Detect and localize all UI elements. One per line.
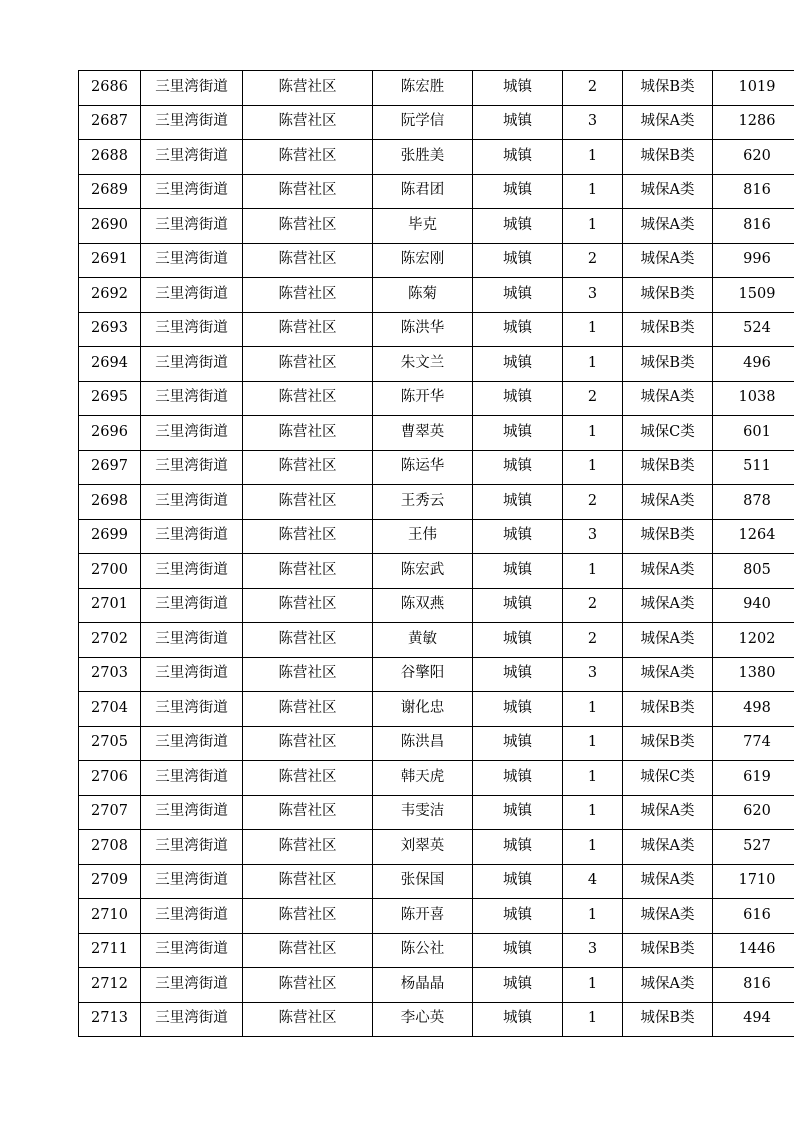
cell-id: 2695 bbox=[79, 381, 141, 416]
cell-name: 陈宏胜 bbox=[373, 71, 473, 106]
cell-street: 三里湾街道 bbox=[141, 588, 243, 623]
cell-count: 1 bbox=[563, 416, 623, 451]
cell-count: 2 bbox=[563, 623, 623, 658]
cell-category: 城保A类 bbox=[623, 588, 713, 623]
cell-id: 2702 bbox=[79, 623, 141, 658]
cell-id: 2700 bbox=[79, 554, 141, 589]
cell-category: 城保A类 bbox=[623, 209, 713, 244]
cell-name: 陈运华 bbox=[373, 450, 473, 485]
cell-count: 2 bbox=[563, 588, 623, 623]
cell-community: 陈营社区 bbox=[243, 278, 373, 313]
cell-street: 三里湾街道 bbox=[141, 554, 243, 589]
cell-name: 王伟 bbox=[373, 519, 473, 554]
cell-name: 朱文兰 bbox=[373, 347, 473, 382]
cell-name: 陈宏刚 bbox=[373, 243, 473, 278]
cell-street: 三里湾街道 bbox=[141, 278, 243, 313]
cell-id: 2701 bbox=[79, 588, 141, 623]
cell-category: 城保B类 bbox=[623, 278, 713, 313]
cell-id: 2709 bbox=[79, 864, 141, 899]
cell-street: 三里湾街道 bbox=[141, 795, 243, 830]
table-row bbox=[79, 554, 794, 589]
cell-street: 三里湾街道 bbox=[141, 140, 243, 175]
cell-type: 城镇 bbox=[473, 554, 563, 589]
cell-type: 城镇 bbox=[473, 761, 563, 796]
cell-community: 陈营社区 bbox=[243, 692, 373, 727]
cell-count: 1 bbox=[563, 312, 623, 347]
cell-street: 三里湾街道 bbox=[141, 761, 243, 796]
cell-count: 2 bbox=[563, 381, 623, 416]
cell-type: 城镇 bbox=[473, 278, 563, 313]
cell-amount: 940 bbox=[713, 588, 794, 623]
cell-street: 三里湾街道 bbox=[141, 243, 243, 278]
cell-id: 2706 bbox=[79, 761, 141, 796]
cell-category: 城保A类 bbox=[623, 657, 713, 692]
cell-name: 陈开喜 bbox=[373, 899, 473, 934]
cell-id: 2712 bbox=[79, 968, 141, 1003]
cell-type: 城镇 bbox=[473, 795, 563, 830]
table-row bbox=[79, 726, 794, 761]
cell-community: 陈营社区 bbox=[243, 933, 373, 968]
cell-amount: 494 bbox=[713, 1002, 794, 1037]
cell-name: 李心英 bbox=[373, 1002, 473, 1037]
cell-amount: 511 bbox=[713, 450, 794, 485]
cell-street: 三里湾街道 bbox=[141, 864, 243, 899]
cell-type: 城镇 bbox=[473, 899, 563, 934]
cell-count: 3 bbox=[563, 933, 623, 968]
cell-community: 陈营社区 bbox=[243, 312, 373, 347]
cell-community: 陈营社区 bbox=[243, 726, 373, 761]
cell-count: 1 bbox=[563, 726, 623, 761]
cell-count: 1 bbox=[563, 830, 623, 865]
cell-amount: 620 bbox=[713, 795, 794, 830]
cell-street: 三里湾街道 bbox=[141, 347, 243, 382]
table-row bbox=[79, 761, 794, 796]
cell-name: 陈公社 bbox=[373, 933, 473, 968]
table-row bbox=[79, 933, 794, 968]
cell-count: 4 bbox=[563, 864, 623, 899]
cell-community: 陈营社区 bbox=[243, 968, 373, 1003]
cell-category: 城保C类 bbox=[623, 761, 713, 796]
cell-street: 三里湾街道 bbox=[141, 623, 243, 658]
cell-category: 城保A类 bbox=[623, 105, 713, 140]
cell-community: 陈营社区 bbox=[243, 795, 373, 830]
cell-amount: 816 bbox=[713, 968, 794, 1003]
cell-type: 城镇 bbox=[473, 968, 563, 1003]
cell-amount: 601 bbox=[713, 416, 794, 451]
cell-name: 陈洪昌 bbox=[373, 726, 473, 761]
cell-street: 三里湾街道 bbox=[141, 519, 243, 554]
cell-name: 黄敏 bbox=[373, 623, 473, 658]
cell-name: 毕克 bbox=[373, 209, 473, 244]
cell-type: 城镇 bbox=[473, 830, 563, 865]
cell-id: 2687 bbox=[79, 105, 141, 140]
cell-id: 2689 bbox=[79, 174, 141, 209]
cell-amount: 1019 bbox=[713, 71, 794, 106]
cell-type: 城镇 bbox=[473, 519, 563, 554]
cell-count: 2 bbox=[563, 243, 623, 278]
cell-amount: 774 bbox=[713, 726, 794, 761]
cell-id: 2691 bbox=[79, 243, 141, 278]
cell-count: 1 bbox=[563, 554, 623, 589]
cell-community: 陈营社区 bbox=[243, 899, 373, 934]
cell-type: 城镇 bbox=[473, 933, 563, 968]
cell-community: 陈营社区 bbox=[243, 588, 373, 623]
table-row bbox=[79, 588, 794, 623]
cell-id: 2693 bbox=[79, 312, 141, 347]
cell-street: 三里湾街道 bbox=[141, 485, 243, 520]
cell-id: 2711 bbox=[79, 933, 141, 968]
table-row bbox=[79, 312, 794, 347]
cell-category: 城保A类 bbox=[623, 795, 713, 830]
cell-id: 2713 bbox=[79, 1002, 141, 1037]
cell-id: 2698 bbox=[79, 485, 141, 520]
cell-amount: 996 bbox=[713, 243, 794, 278]
cell-community: 陈营社区 bbox=[243, 623, 373, 658]
cell-amount: 878 bbox=[713, 485, 794, 520]
cell-street: 三里湾街道 bbox=[141, 71, 243, 106]
cell-street: 三里湾街道 bbox=[141, 657, 243, 692]
table-row bbox=[79, 485, 794, 520]
cell-amount: 1286 bbox=[713, 105, 794, 140]
cell-category: 城保B类 bbox=[623, 726, 713, 761]
cell-street: 三里湾街道 bbox=[141, 899, 243, 934]
cell-type: 城镇 bbox=[473, 174, 563, 209]
cell-id: 2696 bbox=[79, 416, 141, 451]
table-row bbox=[79, 174, 794, 209]
cell-community: 陈营社区 bbox=[243, 347, 373, 382]
cell-id: 2703 bbox=[79, 657, 141, 692]
table-body bbox=[79, 71, 794, 1037]
table-row bbox=[79, 416, 794, 451]
table-row bbox=[79, 864, 794, 899]
cell-name: 杨晶晶 bbox=[373, 968, 473, 1003]
cell-count: 1 bbox=[563, 692, 623, 727]
cell-count: 3 bbox=[563, 657, 623, 692]
cell-category: 城保A类 bbox=[623, 830, 713, 865]
cell-type: 城镇 bbox=[473, 209, 563, 244]
cell-category: 城保A类 bbox=[623, 623, 713, 658]
cell-name: 韦雯洁 bbox=[373, 795, 473, 830]
cell-type: 城镇 bbox=[473, 588, 563, 623]
table-row bbox=[79, 278, 794, 313]
cell-type: 城镇 bbox=[473, 657, 563, 692]
cell-id: 2710 bbox=[79, 899, 141, 934]
cell-count: 3 bbox=[563, 519, 623, 554]
cell-street: 三里湾街道 bbox=[141, 830, 243, 865]
cell-street: 三里湾街道 bbox=[141, 312, 243, 347]
table-row bbox=[79, 692, 794, 727]
cell-community: 陈营社区 bbox=[243, 140, 373, 175]
cell-name: 谷擎阳 bbox=[373, 657, 473, 692]
cell-category: 城保B类 bbox=[623, 312, 713, 347]
cell-category: 城保B类 bbox=[623, 933, 713, 968]
cell-community: 陈营社区 bbox=[243, 864, 373, 899]
cell-amount: 1509 bbox=[713, 278, 794, 313]
cell-id: 2694 bbox=[79, 347, 141, 382]
cell-street: 三里湾街道 bbox=[141, 450, 243, 485]
cell-count: 1 bbox=[563, 140, 623, 175]
table-row bbox=[79, 140, 794, 175]
table-row bbox=[79, 209, 794, 244]
cell-category: 城保B类 bbox=[623, 692, 713, 727]
cell-type: 城镇 bbox=[473, 726, 563, 761]
cell-category: 城保B类 bbox=[623, 519, 713, 554]
cell-street: 三里湾街道 bbox=[141, 209, 243, 244]
table-row bbox=[79, 830, 794, 865]
cell-street: 三里湾街道 bbox=[141, 105, 243, 140]
cell-name: 张胜美 bbox=[373, 140, 473, 175]
cell-community: 陈营社区 bbox=[243, 761, 373, 796]
cell-category: 城保A类 bbox=[623, 864, 713, 899]
cell-count: 3 bbox=[563, 278, 623, 313]
cell-type: 城镇 bbox=[473, 381, 563, 416]
cell-category: 城保B类 bbox=[623, 71, 713, 106]
cell-id: 2686 bbox=[79, 71, 141, 106]
cell-name: 陈双燕 bbox=[373, 588, 473, 623]
cell-name: 陈开华 bbox=[373, 381, 473, 416]
cell-count: 2 bbox=[563, 485, 623, 520]
cell-type: 城镇 bbox=[473, 312, 563, 347]
cell-community: 陈营社区 bbox=[243, 519, 373, 554]
cell-amount: 527 bbox=[713, 830, 794, 865]
table-row bbox=[79, 623, 794, 658]
cell-id: 2690 bbox=[79, 209, 141, 244]
cell-type: 城镇 bbox=[473, 105, 563, 140]
cell-name: 张保国 bbox=[373, 864, 473, 899]
cell-community: 陈营社区 bbox=[243, 830, 373, 865]
cell-type: 城镇 bbox=[473, 692, 563, 727]
cell-id: 2699 bbox=[79, 519, 141, 554]
table-row bbox=[79, 243, 794, 278]
cell-community: 陈营社区 bbox=[243, 450, 373, 485]
cell-amount: 816 bbox=[713, 209, 794, 244]
cell-id: 2697 bbox=[79, 450, 141, 485]
cell-count: 1 bbox=[563, 795, 623, 830]
cell-name: 刘翠英 bbox=[373, 830, 473, 865]
cell-category: 城保A类 bbox=[623, 899, 713, 934]
cell-count: 1 bbox=[563, 968, 623, 1003]
cell-amount: 620 bbox=[713, 140, 794, 175]
cell-id: 2688 bbox=[79, 140, 141, 175]
cell-id: 2704 bbox=[79, 692, 141, 727]
cell-amount: 805 bbox=[713, 554, 794, 589]
cell-type: 城镇 bbox=[473, 623, 563, 658]
cell-community: 陈营社区 bbox=[243, 485, 373, 520]
cell-count: 1 bbox=[563, 174, 623, 209]
cell-amount: 498 bbox=[713, 692, 794, 727]
table-row bbox=[79, 968, 794, 1003]
cell-name: 韩天虎 bbox=[373, 761, 473, 796]
table-row bbox=[79, 795, 794, 830]
cell-amount: 496 bbox=[713, 347, 794, 382]
cell-amount: 1202 bbox=[713, 623, 794, 658]
cell-amount: 1380 bbox=[713, 657, 794, 692]
cell-community: 陈营社区 bbox=[243, 554, 373, 589]
cell-name: 曹翠英 bbox=[373, 416, 473, 451]
cell-type: 城镇 bbox=[473, 450, 563, 485]
cell-street: 三里湾街道 bbox=[141, 692, 243, 727]
cell-id: 2705 bbox=[79, 726, 141, 761]
cell-amount: 1264 bbox=[713, 519, 794, 554]
cell-community: 陈营社区 bbox=[243, 243, 373, 278]
cell-id: 2692 bbox=[79, 278, 141, 313]
cell-community: 陈营社区 bbox=[243, 416, 373, 451]
cell-community: 陈营社区 bbox=[243, 657, 373, 692]
cell-id: 2707 bbox=[79, 795, 141, 830]
cell-amount: 619 bbox=[713, 761, 794, 796]
cell-community: 陈营社区 bbox=[243, 1002, 373, 1037]
table-row bbox=[79, 381, 794, 416]
cell-count: 2 bbox=[563, 71, 623, 106]
cell-street: 三里湾街道 bbox=[141, 1002, 243, 1037]
cell-amount: 616 bbox=[713, 899, 794, 934]
cell-category: 城保A类 bbox=[623, 968, 713, 1003]
cell-type: 城镇 bbox=[473, 864, 563, 899]
table-row bbox=[79, 899, 794, 934]
table-row bbox=[79, 519, 794, 554]
cell-street: 三里湾街道 bbox=[141, 968, 243, 1003]
table-row bbox=[79, 1002, 794, 1037]
cell-community: 陈营社区 bbox=[243, 209, 373, 244]
cell-category: 城保A类 bbox=[623, 485, 713, 520]
cell-type: 城镇 bbox=[473, 1002, 563, 1037]
cell-name: 陈洪华 bbox=[373, 312, 473, 347]
cell-category: 城保A类 bbox=[623, 174, 713, 209]
cell-count: 1 bbox=[563, 347, 623, 382]
cell-count: 1 bbox=[563, 1002, 623, 1037]
cell-amount: 1446 bbox=[713, 933, 794, 968]
cell-community: 陈营社区 bbox=[243, 71, 373, 106]
cell-category: 城保C类 bbox=[623, 416, 713, 451]
cell-community: 陈营社区 bbox=[243, 174, 373, 209]
cell-type: 城镇 bbox=[473, 140, 563, 175]
cell-name: 陈菊 bbox=[373, 278, 473, 313]
cell-name: 陈君团 bbox=[373, 174, 473, 209]
cell-category: 城保B类 bbox=[623, 1002, 713, 1037]
cell-street: 三里湾街道 bbox=[141, 174, 243, 209]
cell-street: 三里湾街道 bbox=[141, 726, 243, 761]
cell-name: 王秀云 bbox=[373, 485, 473, 520]
cell-community: 陈营社区 bbox=[243, 105, 373, 140]
cell-category: 城保B类 bbox=[623, 450, 713, 485]
cell-category: 城保A类 bbox=[623, 243, 713, 278]
cell-amount: 1038 bbox=[713, 381, 794, 416]
cell-amount: 524 bbox=[713, 312, 794, 347]
cell-count: 1 bbox=[563, 209, 623, 244]
cell-type: 城镇 bbox=[473, 485, 563, 520]
cell-type: 城镇 bbox=[473, 243, 563, 278]
cell-amount: 1710 bbox=[713, 864, 794, 899]
cell-amount: 816 bbox=[713, 174, 794, 209]
cell-count: 1 bbox=[563, 450, 623, 485]
cell-street: 三里湾街道 bbox=[141, 416, 243, 451]
cell-street: 三里湾街道 bbox=[141, 933, 243, 968]
table-row bbox=[79, 450, 794, 485]
table-row bbox=[79, 657, 794, 692]
cell-count: 1 bbox=[563, 761, 623, 796]
cell-category: 城保A类 bbox=[623, 381, 713, 416]
cell-type: 城镇 bbox=[473, 347, 563, 382]
cell-category: 城保A类 bbox=[623, 554, 713, 589]
beneficiary-table bbox=[78, 70, 794, 1037]
cell-type: 城镇 bbox=[473, 416, 563, 451]
table-row bbox=[79, 71, 794, 106]
table-row bbox=[79, 105, 794, 140]
cell-name: 谢化忠 bbox=[373, 692, 473, 727]
cell-name: 阮学信 bbox=[373, 105, 473, 140]
cell-category: 城保B类 bbox=[623, 347, 713, 382]
table-row bbox=[79, 347, 794, 382]
cell-type: 城镇 bbox=[473, 71, 563, 106]
cell-category: 城保B类 bbox=[623, 140, 713, 175]
cell-count: 3 bbox=[563, 105, 623, 140]
cell-community: 陈营社区 bbox=[243, 381, 373, 416]
cell-count: 1 bbox=[563, 899, 623, 934]
cell-id: 2708 bbox=[79, 830, 141, 865]
cell-name: 陈宏武 bbox=[373, 554, 473, 589]
cell-street: 三里湾街道 bbox=[141, 381, 243, 416]
